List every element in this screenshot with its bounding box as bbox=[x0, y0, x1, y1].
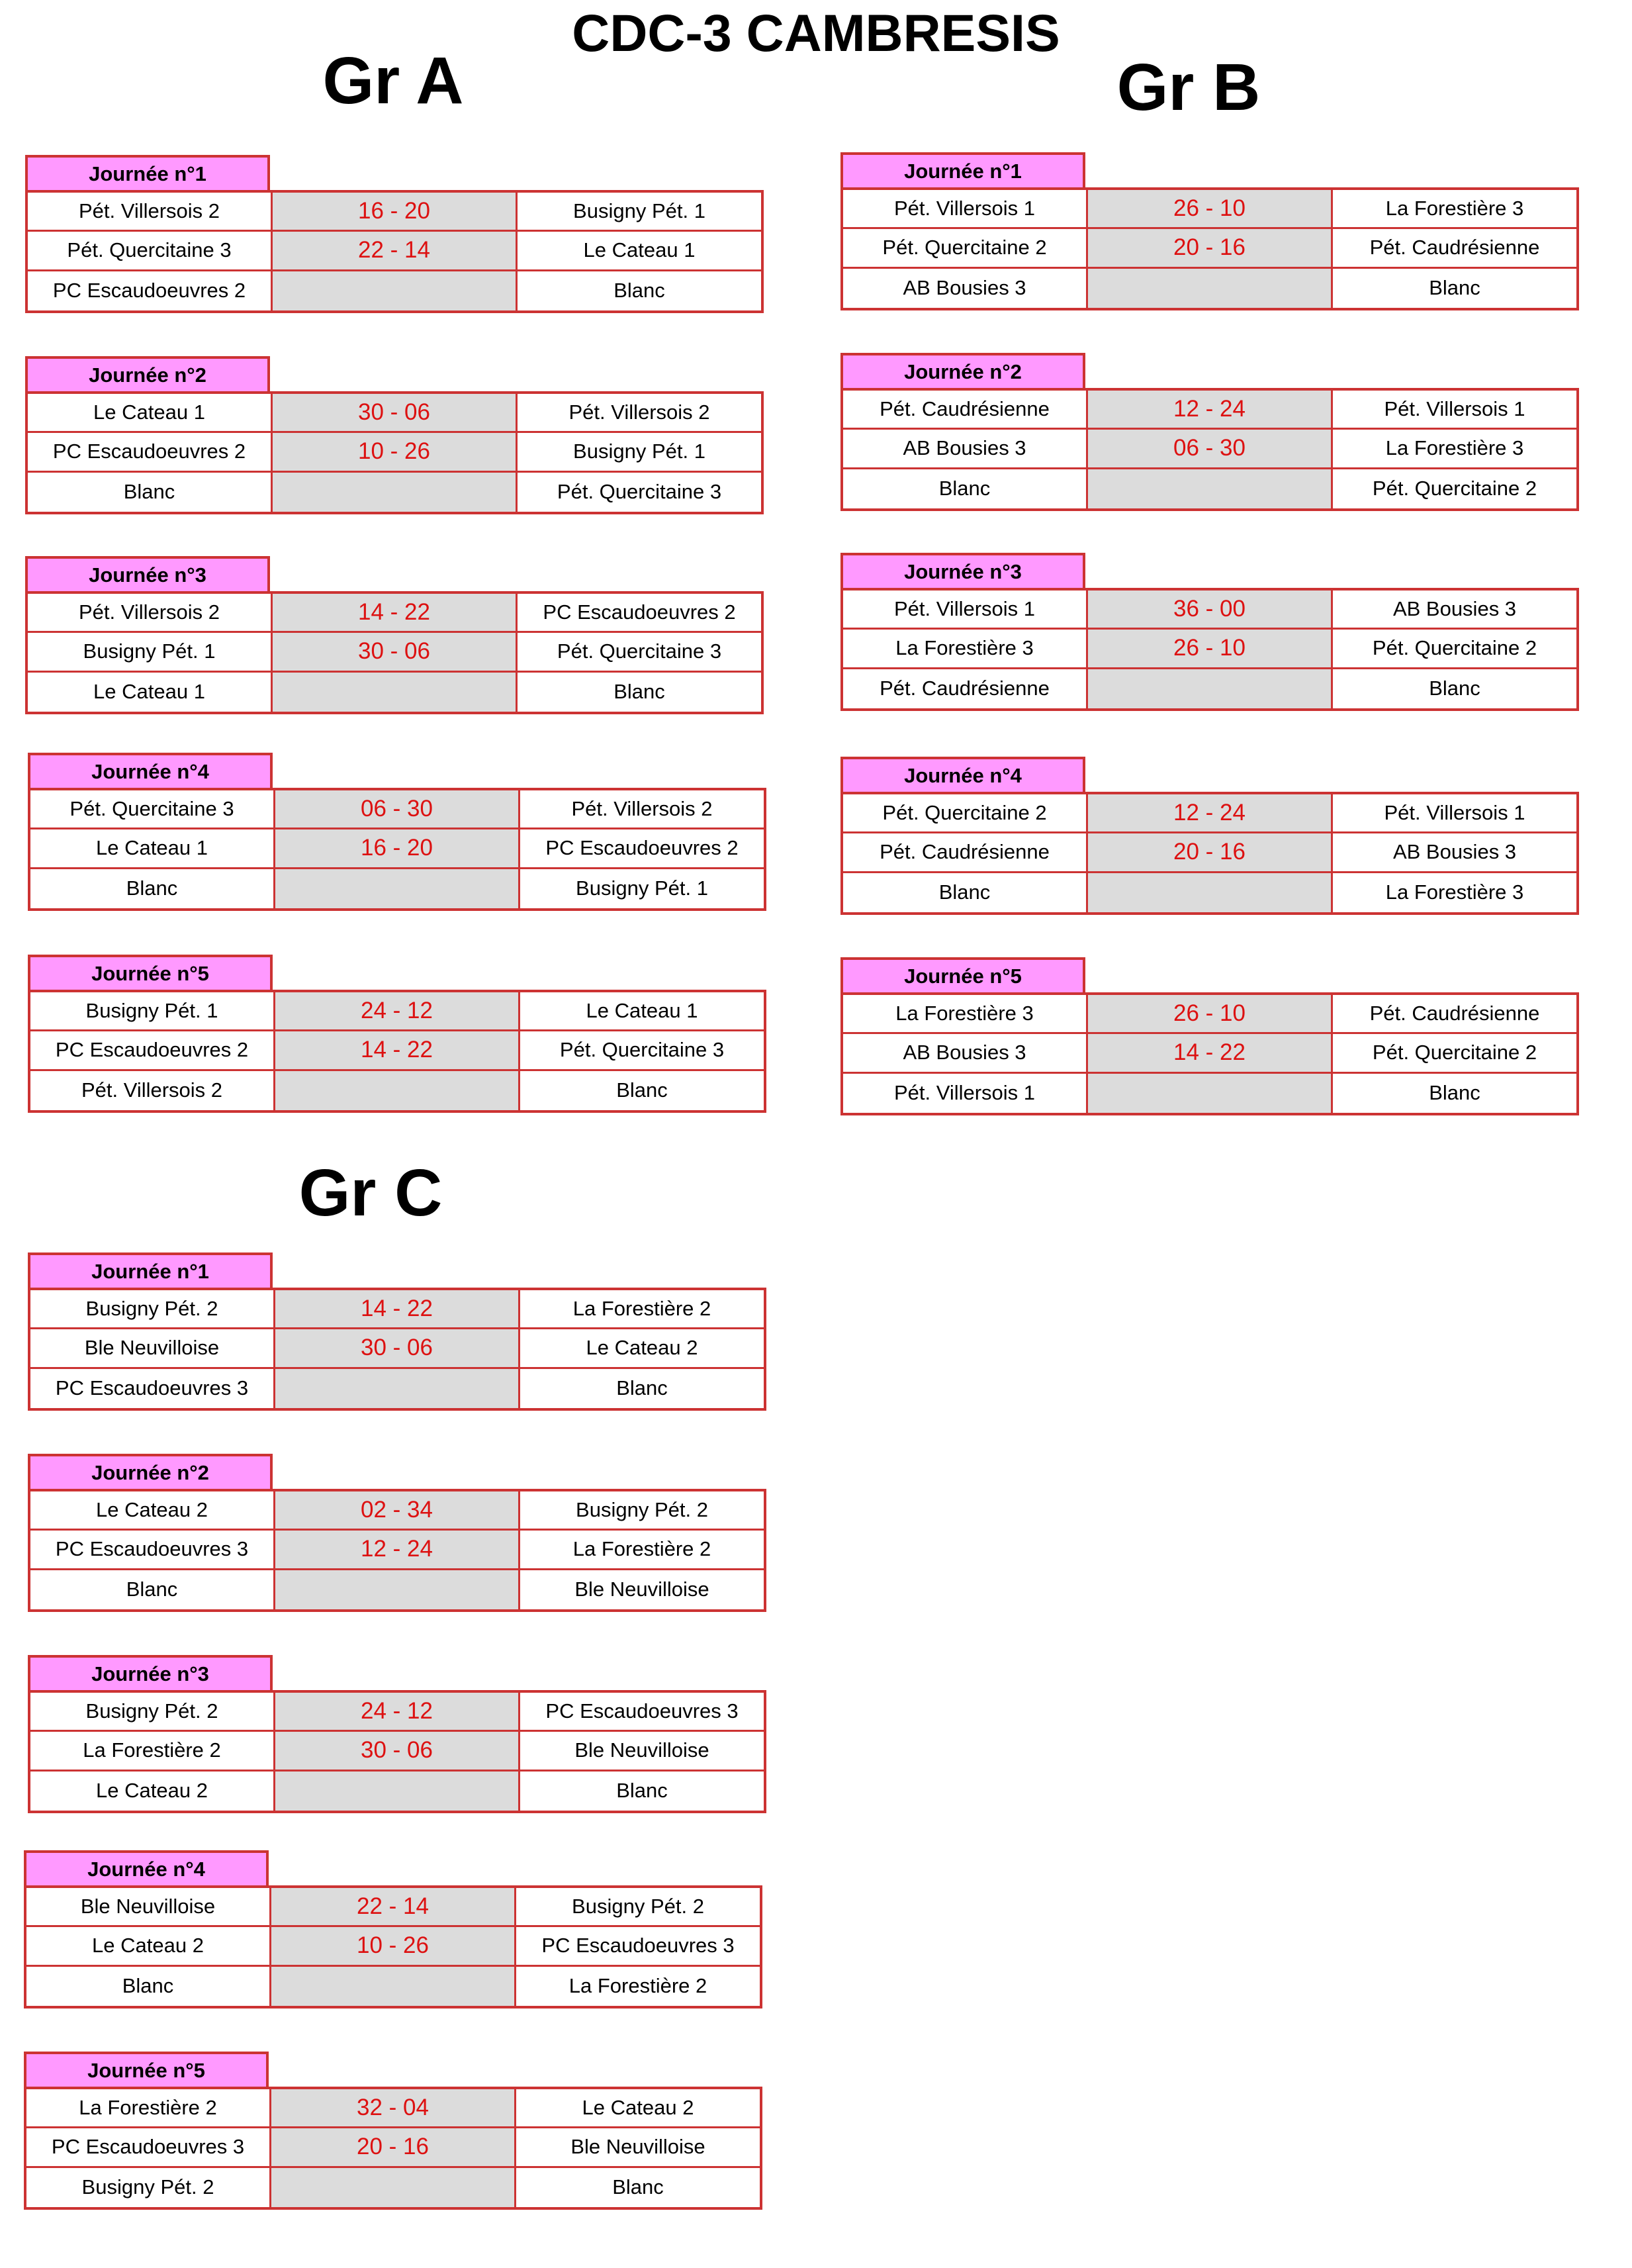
score-cell: 12 - 24 bbox=[275, 1531, 520, 1570]
score-cell: 24 - 12 bbox=[275, 992, 520, 1031]
home-team-cell: Le Cateau 2 bbox=[26, 1927, 271, 1966]
away-team-cell: La Forestière 3 bbox=[1385, 880, 1524, 904]
score-cell: 16 - 20 bbox=[273, 193, 518, 232]
home-team-cell: Pét. Caudrésienne bbox=[843, 391, 1088, 430]
score-cell bbox=[1088, 1074, 1333, 1113]
journee-block bbox=[25, 556, 764, 718]
home-team-cell: Pét. Villersois 1 bbox=[843, 190, 1088, 229]
home-team-cell: Le Cateau 1 bbox=[30, 829, 275, 869]
match-table bbox=[28, 1288, 766, 1411]
home-team-cell: Le Cateau 2 bbox=[30, 1491, 275, 1531]
score-cell: 26 - 10 bbox=[1088, 630, 1333, 669]
home-team-cell: Pét. Caudrésienne bbox=[843, 669, 1088, 708]
match-table bbox=[24, 2087, 762, 2210]
score-cell: 20 - 16 bbox=[1088, 229, 1333, 268]
journee-header: Journée n°5 bbox=[840, 957, 1085, 995]
score-cell bbox=[275, 869, 520, 908]
journee-header: Journée n°4 bbox=[840, 757, 1085, 794]
home-team-cell: Pét. Villersois 1 bbox=[843, 591, 1088, 630]
home-team-cell: Le Cateau 1 bbox=[28, 394, 273, 433]
journee-block bbox=[24, 1850, 762, 2012]
journee-block bbox=[28, 955, 766, 1117]
score-cell: 20 - 16 bbox=[271, 2128, 516, 2167]
journee-header: Journée n°5 bbox=[28, 955, 273, 992]
score-cell: 30 - 06 bbox=[273, 394, 518, 433]
match-table bbox=[840, 187, 1579, 310]
journee-block bbox=[24, 2052, 762, 2214]
group-title-c: Gr C bbox=[298, 1156, 443, 1230]
home-team-cell: Busigny Pét. 2 bbox=[26, 2168, 271, 2207]
score-cell: 36 - 00 bbox=[1088, 591, 1333, 630]
home-team-cell: PC Escaudoeuvres 2 bbox=[30, 1031, 275, 1070]
journee-block bbox=[840, 757, 1579, 919]
away-team-cell: Busigny Pét. 1 bbox=[518, 433, 761, 472]
journee-header: Journée n°2 bbox=[25, 356, 270, 394]
away-team-cell: Le Cateau 2 bbox=[516, 2089, 760, 2128]
score-cell: 22 - 14 bbox=[273, 232, 518, 271]
home-team-cell: Pét. Villersois 2 bbox=[28, 193, 273, 232]
home-team-cell: Pét. Quercitaine 3 bbox=[28, 232, 273, 271]
score-cell: 02 - 34 bbox=[275, 1491, 520, 1531]
score-cell bbox=[1088, 669, 1333, 708]
match-table bbox=[28, 788, 766, 911]
home-team-cell: La Forestière 3 bbox=[843, 630, 1088, 669]
home-team-cell: Ble Neuvilloise bbox=[26, 1888, 271, 1927]
match-table bbox=[25, 190, 764, 313]
away-team-cell: Pét. Quercitaine 3 bbox=[518, 633, 761, 672]
journee-block bbox=[840, 152, 1579, 314]
score-cell bbox=[275, 1570, 520, 1609]
away-team-cell: La Forestière 3 bbox=[1333, 190, 1576, 229]
away-team-cell: Blanc bbox=[616, 1376, 668, 1400]
home-team-cell: AB Bousies 3 bbox=[843, 1034, 1088, 1073]
score-cell: 30 - 06 bbox=[275, 1732, 520, 1771]
score-cell: 14 - 22 bbox=[275, 1031, 520, 1070]
journee-header: Journée n°4 bbox=[28, 753, 273, 790]
away-team-cell: La Forestière 2 bbox=[568, 1974, 707, 1998]
group-title-a: Gr A bbox=[322, 44, 464, 118]
score-cell: 30 - 06 bbox=[273, 633, 518, 672]
home-team-cell: La Forestière 2 bbox=[30, 1732, 275, 1771]
home-team-cell: Pét. Villersois 1 bbox=[843, 1074, 1088, 1113]
score-cell: 20 - 16 bbox=[1088, 833, 1333, 873]
score-cell: 06 - 30 bbox=[1088, 430, 1333, 469]
home-team-cell: Pét. Villersois 2 bbox=[30, 1071, 275, 1110]
away-team-cell: Ble Neuvilloise bbox=[574, 1578, 709, 1601]
match-table bbox=[28, 1690, 766, 1813]
journee-header: Journée n°1 bbox=[840, 152, 1085, 190]
journee-header: Journée n°1 bbox=[28, 1252, 273, 1290]
home-team-cell: Pét. Caudrésienne bbox=[843, 833, 1088, 873]
score-cell bbox=[275, 1369, 520, 1408]
home-team-cell: Le Cateau 1 bbox=[28, 673, 273, 712]
match-table bbox=[25, 591, 764, 714]
away-team-cell: Pét. Villersois 1 bbox=[1333, 794, 1576, 833]
away-team-cell: PC Escaudoeuvres 3 bbox=[520, 1693, 764, 1732]
away-team-cell: Blanc bbox=[616, 1779, 668, 1803]
away-team-cell: AB Bousies 3 bbox=[1333, 591, 1576, 630]
journee-block bbox=[840, 553, 1579, 715]
home-team-cell: Blanc bbox=[26, 1967, 271, 2006]
score-cell: 12 - 24 bbox=[1088, 391, 1333, 430]
home-team-cell: Le Cateau 2 bbox=[30, 1772, 275, 1811]
home-team-cell: PC Escaudoeuvres 2 bbox=[28, 433, 273, 472]
score-cell: 12 - 24 bbox=[1088, 794, 1333, 833]
score-cell bbox=[1088, 469, 1333, 508]
match-table bbox=[840, 792, 1579, 915]
home-team-cell: Pét. Quercitaine 3 bbox=[30, 790, 275, 829]
score-cell: 06 - 30 bbox=[275, 790, 520, 829]
away-team-cell: Pét. Quercitaine 2 bbox=[1333, 1034, 1576, 1073]
away-team-cell: PC Escaudoeuvres 2 bbox=[520, 829, 764, 869]
away-team-cell: Blanc bbox=[1429, 1081, 1480, 1105]
score-cell: 14 - 22 bbox=[273, 594, 518, 633]
away-team-cell: Pét. Quercitaine 3 bbox=[520, 1031, 764, 1070]
away-team-cell: La Forestière 2 bbox=[520, 1531, 764, 1570]
journee-header: Journée n°3 bbox=[25, 556, 270, 594]
away-team-cell: Ble Neuvilloise bbox=[516, 2128, 760, 2167]
away-team-cell: Busigny Pét. 2 bbox=[516, 1888, 760, 1927]
home-team-cell: Pét. Villersois 2 bbox=[28, 594, 273, 633]
home-team-cell: Pét. Quercitaine 2 bbox=[843, 229, 1088, 268]
score-cell bbox=[275, 1772, 520, 1811]
away-team-cell: Pét. Caudrésienne bbox=[1333, 229, 1576, 268]
group-title-b: Gr B bbox=[1116, 50, 1261, 124]
away-team-cell: Le Cateau 1 bbox=[518, 232, 761, 271]
away-team-cell: Blanc bbox=[1429, 276, 1480, 300]
journee-header: Journée n°2 bbox=[28, 1454, 273, 1491]
home-team-cell: Blanc bbox=[30, 1570, 275, 1609]
home-team-cell: Busigny Pét. 1 bbox=[28, 633, 273, 672]
score-cell bbox=[275, 1071, 520, 1110]
journee-header: Journée n°3 bbox=[840, 553, 1085, 591]
match-table bbox=[28, 1489, 766, 1612]
score-cell bbox=[273, 271, 518, 310]
away-team-cell: Le Cateau 1 bbox=[520, 992, 764, 1031]
journee-block bbox=[840, 957, 1579, 1119]
score-cell bbox=[271, 2168, 516, 2207]
score-cell: 26 - 10 bbox=[1088, 995, 1333, 1034]
home-team-cell: Busigny Pét. 1 bbox=[30, 992, 275, 1031]
away-team-cell: La Forestière 2 bbox=[520, 1290, 764, 1329]
home-team-cell: PC Escaudoeuvres 3 bbox=[30, 1369, 275, 1408]
match-table bbox=[25, 391, 764, 514]
home-team-cell: Busigny Pét. 2 bbox=[30, 1290, 275, 1329]
score-cell: 10 - 26 bbox=[273, 433, 518, 472]
journee-header: Journée n°1 bbox=[25, 155, 270, 193]
home-team-cell: Blanc bbox=[843, 873, 1088, 912]
home-team-cell: La Forestière 2 bbox=[26, 2089, 271, 2128]
away-team-cell: Pét. Villersois 2 bbox=[518, 394, 761, 433]
home-team-cell: La Forestière 3 bbox=[843, 995, 1088, 1034]
away-team-cell: AB Bousies 3 bbox=[1333, 833, 1576, 873]
home-team-cell: AB Bousies 3 bbox=[843, 430, 1088, 469]
score-cell: 14 - 22 bbox=[1088, 1034, 1333, 1073]
score-cell bbox=[273, 473, 518, 512]
away-team-cell: Blanc bbox=[1429, 677, 1480, 700]
score-cell: 10 - 26 bbox=[271, 1927, 516, 1966]
journee-block bbox=[28, 1655, 766, 1817]
match-table bbox=[24, 1885, 762, 2008]
journee-header: Journée n°3 bbox=[28, 1655, 273, 1693]
away-team-cell: Pét. Caudrésienne bbox=[1333, 995, 1576, 1034]
page-title: CDC-3 CAMBRESIS bbox=[572, 3, 1060, 62]
home-team-cell: PC Escaudoeuvres 3 bbox=[26, 2128, 271, 2167]
home-team-cell: Pét. Quercitaine 2 bbox=[843, 794, 1088, 833]
journee-header: Journée n°5 bbox=[24, 2052, 269, 2089]
home-team-cell: Blanc bbox=[30, 869, 275, 908]
journee-block bbox=[840, 353, 1579, 515]
home-team-cell: Busigny Pét. 2 bbox=[30, 1693, 275, 1732]
away-team-cell: PC Escaudoeuvres 3 bbox=[516, 1927, 760, 1966]
match-table bbox=[840, 588, 1579, 711]
journee-header: Journée n°4 bbox=[24, 1850, 269, 1888]
journee-block bbox=[28, 753, 766, 915]
journee-block bbox=[25, 356, 764, 518]
away-team-cell: Busigny Pét. 1 bbox=[518, 193, 761, 232]
score-cell: 26 - 10 bbox=[1088, 190, 1333, 229]
score-cell: 16 - 20 bbox=[275, 829, 520, 869]
away-team-cell: Ble Neuvilloise bbox=[520, 1732, 764, 1771]
journee-block bbox=[28, 1252, 766, 1415]
match-table bbox=[840, 388, 1579, 511]
away-team-cell: La Forestière 3 bbox=[1333, 430, 1576, 469]
away-team-cell: Pét. Villersois 1 bbox=[1333, 391, 1576, 430]
score-cell: 30 - 06 bbox=[275, 1329, 520, 1368]
away-team-cell: Blanc bbox=[613, 680, 665, 704]
journee-block bbox=[28, 1454, 766, 1616]
away-team-cell: Pét. Quercitaine 2 bbox=[1372, 477, 1537, 500]
home-team-cell: Blanc bbox=[28, 473, 273, 512]
home-team-cell: PC Escaudoeuvres 3 bbox=[30, 1531, 275, 1570]
away-team-cell: PC Escaudoeuvres 2 bbox=[518, 594, 761, 633]
away-team-cell: Blanc bbox=[612, 2175, 664, 2199]
score-cell: 32 - 04 bbox=[271, 2089, 516, 2128]
away-team-cell: Pét. Villersois 2 bbox=[520, 790, 764, 829]
home-team-cell: Blanc bbox=[843, 469, 1088, 508]
away-team-cell: Pét. Quercitaine 2 bbox=[1333, 630, 1576, 669]
away-team-cell: Busigny Pét. 2 bbox=[520, 1491, 764, 1531]
away-team-cell: Busigny Pét. 1 bbox=[576, 876, 708, 900]
home-team-cell: AB Bousies 3 bbox=[843, 269, 1088, 308]
score-cell: 14 - 22 bbox=[275, 1290, 520, 1329]
away-team-cell: Pét. Quercitaine 3 bbox=[557, 480, 722, 504]
match-table bbox=[840, 992, 1579, 1115]
journee-block bbox=[25, 155, 764, 317]
away-team-cell: Blanc bbox=[616, 1078, 668, 1102]
home-team-cell: Ble Neuvilloise bbox=[30, 1329, 275, 1368]
away-team-cell: Blanc bbox=[613, 279, 665, 303]
away-team-cell: Le Cateau 2 bbox=[520, 1329, 764, 1368]
score-cell: 22 - 14 bbox=[271, 1888, 516, 1927]
score-cell bbox=[271, 1967, 516, 2006]
journee-header: Journée n°2 bbox=[840, 353, 1085, 391]
score-cell: 24 - 12 bbox=[275, 1693, 520, 1732]
home-team-cell: PC Escaudoeuvres 2 bbox=[28, 271, 273, 310]
score-cell bbox=[273, 673, 518, 712]
match-table bbox=[28, 990, 766, 1113]
score-cell bbox=[1088, 269, 1333, 308]
score-cell bbox=[1088, 873, 1333, 912]
